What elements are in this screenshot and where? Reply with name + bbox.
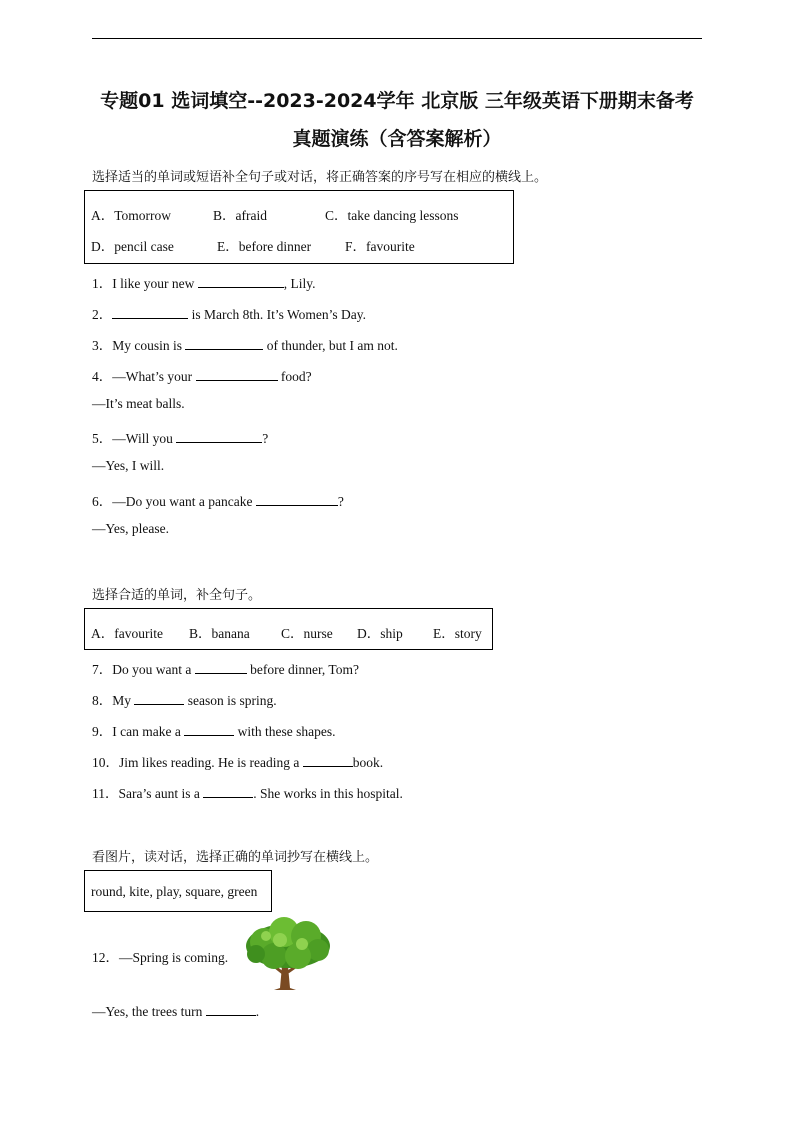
option-a: A．favourite (91, 626, 163, 641)
answer-blank-1[interactable] (198, 275, 284, 288)
section2-options-box (84, 608, 493, 650)
question-1: 1．I like your new , Lily. (92, 276, 316, 291)
question-2: 2． is March 8th. It’s Women’s Day. (92, 307, 367, 322)
question-11: 11．Sara’s aunt is a . She works in this hospital. (92, 786, 403, 801)
question-10: 10．Jim likes reading. He is reading a book. (92, 755, 384, 770)
answer-blank-3[interactable] (185, 337, 263, 350)
question-3: 3．My cousin is of thunder, but I am not. (92, 338, 398, 353)
option-b: B．banana (189, 626, 250, 641)
question-12-reply: —Yes, the trees turn . (92, 1004, 260, 1019)
question-9: 9．I can make a with these shapes. (92, 724, 336, 739)
answer-blank-4[interactable] (196, 368, 278, 381)
question-6-reply: —Yes, please. (92, 521, 169, 536)
question-7: 7．Do you want a before dinner, Tom? (92, 662, 359, 677)
option-e: E．story (433, 626, 482, 641)
answer-blank-8[interactable] (134, 692, 184, 705)
question-5-reply: —Yes, I will. (92, 458, 165, 473)
top-rule (92, 38, 702, 39)
answer-blank-10[interactable] (303, 754, 353, 767)
answer-blank-12[interactable] (206, 1003, 256, 1016)
page-title: 专题01 选词填空--2023-2024学年 北京版 三年级英语下册期末备考 (100, 90, 694, 112)
question-4: 4．—What’s your food? (92, 369, 312, 384)
option-c: C．take dancing lessons (325, 208, 459, 223)
answer-blank-9[interactable] (184, 723, 234, 736)
option-a: A．Tomorrow (91, 208, 172, 223)
answer-blank-7[interactable] (195, 661, 247, 674)
question-5: 5．—Will you ? (92, 431, 269, 446)
answer-blank-2[interactable] (112, 306, 188, 319)
question-4-reply: —It’s meat balls. (92, 396, 185, 411)
tree-image (244, 916, 332, 992)
option-e: E．before dinner (217, 239, 312, 254)
wordbank-text: round, kite, play, square, green (91, 884, 258, 899)
option-d: D．ship (357, 626, 403, 641)
section1-options-box (84, 190, 514, 264)
question-8: 8．My season is spring. (92, 693, 277, 708)
section3-instruction: 看图片，读对话，选择正确的单词抄写在横线上。 (92, 850, 379, 865)
option-b: B．afraid (213, 208, 267, 223)
answer-blank-6[interactable] (256, 493, 338, 506)
answer-blank-5[interactable] (176, 430, 262, 443)
section3-wordbank-box (84, 870, 272, 912)
option-f: F．favourite (345, 239, 415, 254)
question-12: 12．—Spring is coming. (92, 950, 229, 965)
section1-instruction: 选择适当的单词或短语补全句子或对话，将正确答案的序号写在相应的横线上。 (92, 170, 548, 185)
page-subtitle: 真题演练（含答案解析） (292, 128, 502, 150)
section2-instruction: 选择合适的单词，补全句子。 (92, 588, 262, 603)
question-6: 6．—Do you want a pancake ? (92, 494, 344, 509)
option-d: D．pencil case (91, 239, 174, 254)
option-c: C．nurse (281, 626, 333, 641)
answer-blank-11[interactable] (203, 785, 253, 798)
